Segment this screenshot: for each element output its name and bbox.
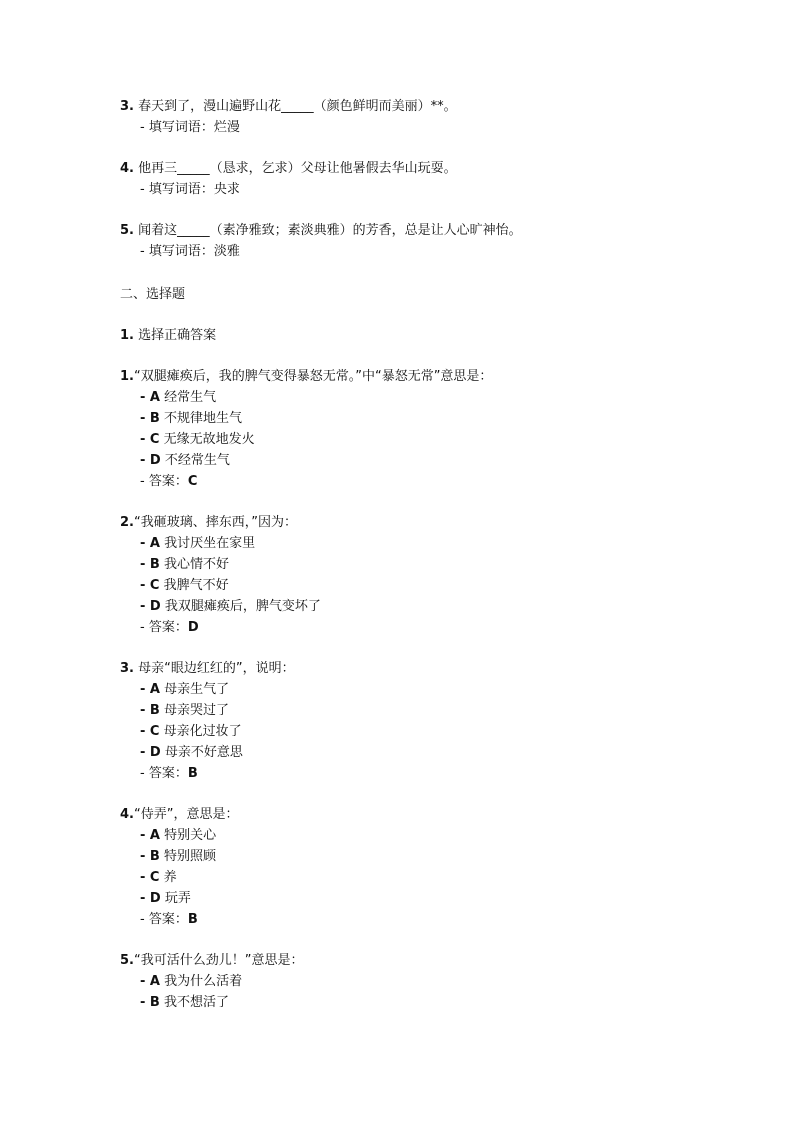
option-d	[140, 891, 191, 907]
option-text: 无缘无故地发火	[163, 432, 255, 447]
item-number: 3.	[120, 99, 134, 114]
fill-answer-4	[140, 182, 240, 198]
fill-item-5	[120, 223, 522, 239]
question-number: 2.	[120, 515, 134, 530]
answer-value: 烂漫	[213, 120, 240, 135]
option-label: - C	[140, 578, 160, 593]
subheading	[120, 328, 216, 344]
question-text: 母亲“眼边红红的”，说明：	[138, 661, 295, 676]
fill-item-3	[120, 99, 457, 115]
answer-value: C	[187, 474, 198, 489]
option-label: - C	[140, 870, 160, 885]
fill-answer-5	[140, 244, 240, 260]
question-number: 1.	[120, 369, 134, 384]
option-b	[140, 411, 242, 427]
option-a	[140, 536, 255, 552]
answer-label: - 答案：	[140, 474, 188, 489]
option-label: - B	[140, 703, 160, 718]
answer-label: - 填写词语：	[140, 244, 214, 259]
option-label: - A	[140, 828, 160, 843]
answer-label: - 填写词语：	[140, 120, 214, 135]
option-label: - B	[140, 557, 160, 572]
question-number: 3.	[120, 661, 134, 676]
option-label: - D	[140, 599, 161, 614]
answer-value: D	[187, 620, 199, 635]
option-b	[140, 995, 229, 1011]
option-text: 母亲化过妆了	[163, 724, 242, 739]
option-a	[140, 828, 216, 844]
question-text: “我可活什么劲儿！”意思是：	[133, 953, 304, 968]
item-number: 5.	[120, 223, 134, 238]
question-5	[120, 953, 303, 969]
option-b	[140, 849, 216, 865]
answer-value: 淡雅	[213, 244, 240, 259]
option-text: 我双腿瘫痪后，脾气变坏了	[164, 599, 321, 614]
option-text: 母亲生气了	[164, 682, 230, 697]
item-question: 他再三_____（恳求，乞求）父母让他暑假去华山玩耍。	[138, 161, 457, 176]
question-4	[120, 807, 238, 823]
option-text: 我讨厌坐在家里	[164, 536, 256, 551]
question-text: “侍弄”，意思是：	[133, 807, 239, 822]
question-answer	[140, 912, 198, 928]
question-1	[120, 369, 492, 385]
option-a	[140, 390, 216, 406]
option-text: 经常生气	[164, 390, 217, 405]
subheading-text: 选择正确答案	[138, 328, 217, 343]
answer-label: - 填写词语：	[140, 182, 214, 197]
option-label: - C	[140, 432, 160, 447]
option-b	[140, 557, 229, 573]
option-label: - D	[140, 453, 161, 468]
option-d	[140, 453, 230, 469]
option-label: - A	[140, 536, 160, 551]
option-text: 特别关心	[164, 828, 217, 843]
question-text: “双腿瘫痪后，我的脾气变得暴怒无常。”中“暴怒无常”意思是：	[133, 369, 493, 384]
answer-value: 央求	[213, 182, 240, 197]
option-label: - A	[140, 390, 160, 405]
answer-value: B	[187, 912, 198, 927]
option-label: - B	[140, 849, 160, 864]
question-number: 4.	[120, 807, 134, 822]
option-label: - B	[140, 995, 160, 1010]
option-c	[140, 724, 242, 740]
option-label: - A	[140, 974, 160, 989]
option-b	[140, 703, 229, 719]
answer-label: - 答案：	[140, 766, 188, 781]
option-d	[140, 745, 243, 761]
option-text: 我为什么活着	[164, 974, 243, 989]
option-a	[140, 682, 229, 698]
option-label: - B	[140, 411, 160, 426]
option-text: 我心情不好	[163, 557, 229, 572]
question-number: 5.	[120, 953, 134, 968]
question-2	[120, 515, 297, 531]
fill-answer-3	[140, 120, 240, 136]
question-answer	[140, 766, 198, 782]
question-text: “我砸玻璃、摔东西，”因为：	[133, 515, 297, 530]
option-text: 母亲不好意思	[164, 745, 243, 760]
item-number: 4.	[120, 161, 134, 176]
fill-item-4	[120, 161, 457, 177]
answer-value: B	[187, 766, 198, 781]
question-3	[120, 661, 295, 677]
option-text: 养	[163, 870, 177, 885]
section-title: 二、选择题	[120, 287, 186, 302]
option-c	[140, 578, 229, 594]
option-label: - D	[140, 891, 161, 906]
question-answer	[140, 474, 197, 490]
question-answer	[140, 620, 199, 636]
option-label: - A	[140, 682, 160, 697]
option-text: 玩弄	[164, 891, 191, 906]
option-d	[140, 599, 321, 615]
item-question: 春天到了，漫山遍野山花_____（颜色鲜明而美丽）**。	[138, 99, 457, 114]
option-text: 母亲哭过了	[163, 703, 229, 718]
option-text: 特别照顾	[163, 849, 216, 864]
option-label: - D	[140, 745, 161, 760]
answer-label: - 答案：	[140, 912, 188, 927]
option-text: 我不想活了	[163, 995, 229, 1010]
option-text: 不规律地生气	[163, 411, 242, 426]
subheading-number: 1.	[120, 328, 134, 343]
option-c	[140, 432, 255, 448]
option-label: - C	[140, 724, 160, 739]
item-question: 闻着这_____（素净雅致；素淡典雅）的芳香，总是让人心旷神怡。	[138, 223, 522, 238]
option-text: 我脾气不好	[163, 578, 229, 593]
option-c	[140, 870, 177, 886]
option-text: 不经常生气	[164, 453, 230, 468]
answer-label: - 答案：	[140, 620, 188, 635]
option-a	[140, 974, 242, 990]
